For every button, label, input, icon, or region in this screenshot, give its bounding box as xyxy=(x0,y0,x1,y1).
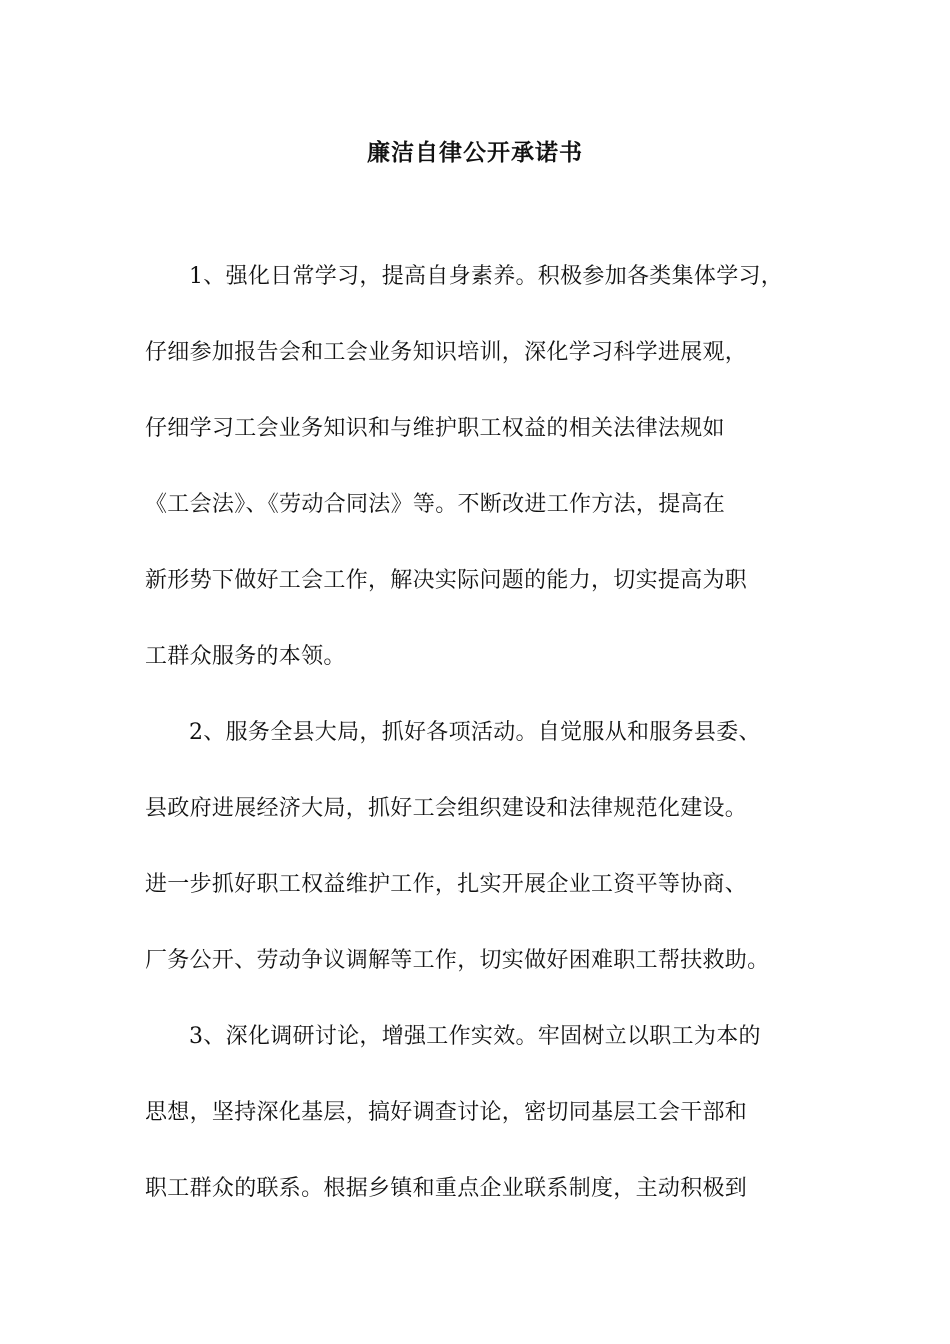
body-line: 新形势下做好工会工作，解决实际问题的能力，切实提高为职 xyxy=(145,568,748,593)
body-line: 1、强化日常学习，提高自身素养。积极参加各类集体学习， xyxy=(189,264,784,289)
document-body xyxy=(145,255,825,1243)
body-line: 仔细学习工会业务知识和与维护职工权益的相关法律法规如 xyxy=(145,416,725,441)
body-line: 厂务公开、劳动争议调解等工作，切实做好困难职工帮扶救助。 xyxy=(145,948,770,973)
body-line: 工群众服务的本领。 xyxy=(145,644,346,669)
body-line: 3、深化调研讨论，增强工作实效。牢固树立以职工为本的 xyxy=(189,1024,761,1049)
body-line: 职工群众的联系。根据乡镇和重点企业联系制度，主动积极到 xyxy=(145,1176,748,1201)
body-line: 仔细参加报告会和工会业务知识培训，深化学习科学进展观， xyxy=(145,340,748,365)
document-title: 廉洁自律公开承诺书 xyxy=(367,140,583,166)
body-line: 《工会法》、《劳动合同法》等。不断改进工作方法，提高在 xyxy=(145,492,726,517)
body-line: 进一步抓好职工权益维护工作，扎实开展企业工资平等协商、 xyxy=(145,872,748,897)
body-line: 思想，坚持深化基层，搞好调查讨论，密切同基层工会干部和 xyxy=(145,1100,748,1125)
body-line: 2、服务全县大局，抓好各项活动。自觉服从和服务县委、 xyxy=(189,720,761,745)
body-line: 县政府进展经济大局，抓好工会组织建设和法律规范化建设。 xyxy=(145,796,748,821)
